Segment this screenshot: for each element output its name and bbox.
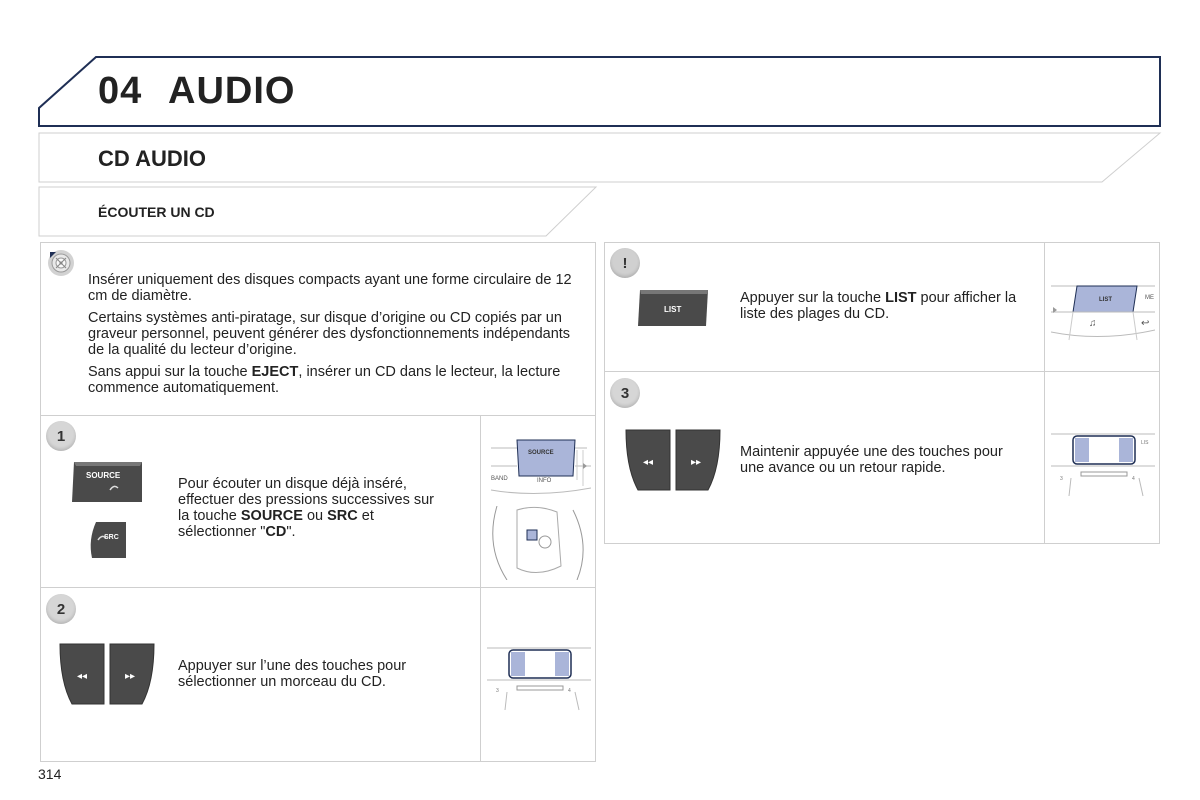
dashboard-seek-panel-illustration: [487, 640, 591, 712]
seek-buttons-icon: [58, 642, 156, 706]
panel-ls-label: LIS: [1141, 440, 1149, 446]
panel-label-3: 3: [496, 688, 499, 694]
panel-label-4b: 4: [1132, 476, 1135, 482]
panel-info-label: INFO: [537, 478, 552, 484]
seek-buttons-icon-3: [624, 428, 722, 492]
panel-me-label: ME: [1145, 295, 1154, 301]
step-3-cell: [604, 372, 1160, 544]
music-note-icon: ♫: [1089, 318, 1097, 329]
chapter-title: AUDIO: [168, 70, 296, 112]
fast-forward-icon: ▸▸: [690, 457, 702, 468]
source-button-icon: [70, 460, 144, 504]
cd-disc-icon: [46, 248, 76, 278]
src-button-label: SRC: [104, 534, 119, 541]
list-button-label: LIST: [664, 305, 682, 314]
steering-wheel-illustration: [487, 506, 591, 580]
step-1-cell: [40, 416, 596, 588]
step-3-number-badge: 3: [610, 378, 640, 408]
step-1-number-badge: 1: [46, 421, 76, 451]
rewind-icon: ◂◂: [642, 457, 654, 468]
info-paragraph-3: Sans appui sur la touche EJECT, insérer un CD dans le lecteur, la lecture commence automatiquement.: [88, 364, 561, 396]
rewind-icon: ◂◂: [76, 671, 88, 682]
step-1-illustration: [480, 416, 596, 587]
step-3-illustration: [1044, 372, 1160, 544]
panel-label-3b: 3: [1060, 476, 1063, 482]
tip-cell: [604, 242, 1160, 372]
step-2-illustration: [480, 588, 596, 762]
step-2-cell: [40, 588, 596, 762]
info-paragraph-1: Insérer uniquement des disques compacts ayant une forme circulaire de 12 cm de diamètre.: [88, 272, 572, 304]
subsection-title: ÉCOUTER UN CD: [98, 204, 215, 220]
tip-text: Appuyer sur la touche LIST pour afficher la liste des plages du CD.: [740, 290, 1017, 322]
step-3-text: Maintenir appuyée une des touches pour une avance ou un retour rapide.: [740, 444, 1003, 476]
fast-forward-icon: ▸▸: [124, 671, 136, 682]
info-cell: [40, 242, 596, 416]
panel-label-4: 4: [568, 688, 571, 694]
info-paragraph-2: Certains systèmes anti-piratage, sur disque d’origine ou CD copiés par un graveur personnel, peuvent générer des dysfonctionnements indépendants de la qualité du lecteur d’origine.: [88, 310, 571, 358]
section-header-frame: [38, 132, 1162, 184]
panel-source-label: SOURCE: [528, 450, 554, 456]
panel-band-label: BAND: [491, 476, 508, 482]
dashboard-source-panel-illustration: [487, 430, 591, 504]
tip-illustration: [1044, 242, 1160, 371]
page-number: 314: [38, 766, 62, 782]
section-title: CD AUDIO: [98, 146, 206, 171]
step-2-number-badge: 2: [46, 594, 76, 624]
back-arrow-icon: ↩: [1141, 318, 1150, 329]
dashboard-seek-panel-illustration-3: [1051, 426, 1155, 498]
chapter-number: 04: [98, 70, 143, 112]
info-text: [88, 272, 588, 402]
step-1-text: Pour écouter un disque déjà inséré, effectuer des pressions successives sur la touche SOURCE ou SRC et sélectionner "CD".: [178, 476, 435, 540]
warning-icon: !: [610, 248, 640, 278]
step-2-text: Appuyer sur l’une des touches pour sélectionner un morceau du CD.: [178, 658, 407, 690]
source-button-label: SOURCE: [86, 471, 121, 480]
dashboard-list-panel-illustration: [1051, 270, 1155, 344]
panel-list-label: LIST: [1099, 297, 1112, 303]
